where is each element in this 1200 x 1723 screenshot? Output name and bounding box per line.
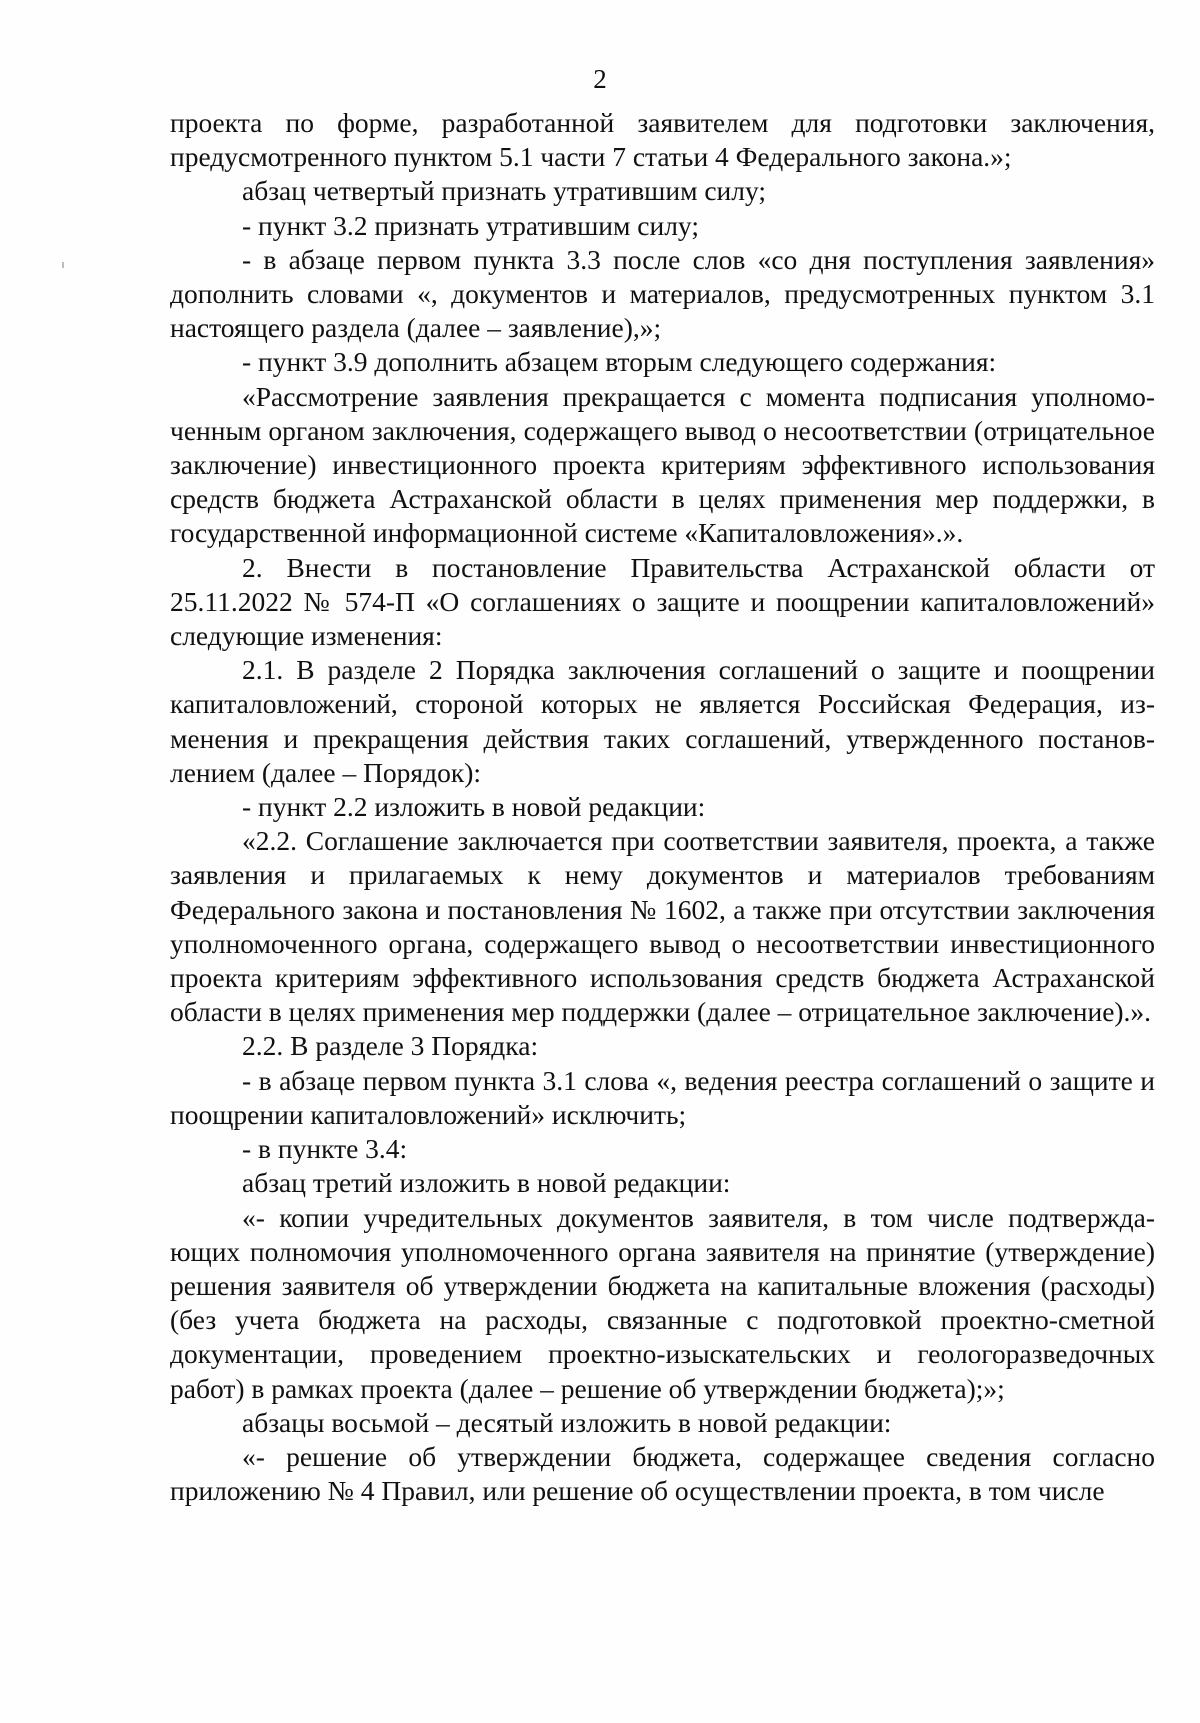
- paragraph: «2.2. Соглашение заключается при соответствии заявителя, проекта, а также заявления и прилагаемых к нему документов и материалов требованиям Федерального закона и постановления № 1602, а также при отсутствии заключения уполномоченного органа, содержащего вывод о несоответствии инвестиционного проекта критериям эффективного использования средств бюджета Астраханской области в целях применения мер поддержки (далее – отрицательное заключение).».: [170, 825, 1155, 1028]
- paragraph: - пункт 3.2 признать утратившим силу;: [242, 209, 699, 241]
- page-number: 2: [593, 64, 607, 94]
- scan-artifact-mark: [62, 262, 64, 268]
- paragraph: 2.1. В разделе 2 Порядка заключения соглашений о защите и поощрении капиталовложений, стороной которых не является Российская Федерация, изменения и прекращения действия таких соглашений, утвержденного постановлением (далее – Порядок):: [170, 654, 1155, 788]
- paragraph: - в абзаце первом пункта 3.3 после слов «со дня поступления заявления» дополнить словами «, документов и материалов, предусмотренных пунктом 3.1 настоящего раздела (далее – заявление),»;: [170, 243, 1155, 344]
- paragraph: - пункт 3.9 дополнить абзацем вторым следующего содержания:: [242, 346, 997, 378]
- paragraph: «- копии учредительных документов заявителя, в том числе подтверждающих полномочия уполномоченного органа заявителя на принятие (утверждение) решения заявителя об утверждении бюджета на капитальные вложения (расходы) (без учета бюджета на расходы, связанные с подготовкой проектно-сметной документации, проведением проектно-изыскательских и геологоразведочных работ) в рамках проекта (далее – решение об утверждении бюджета);»;: [170, 1201, 1155, 1404]
- paragraph: - в абзаце первом пункта 3.1 слова «, ведения реестра соглашений о защите и поощрении капиталовложений» исключить;: [170, 1064, 1155, 1130]
- paragraph: 2. Внести в постановление Правительства Астраханской области от 25.11.2022 № 574-П «О соглашениях о защите и поощрении капиталовложений» следующие изменения:: [170, 551, 1155, 652]
- paragraph: «Рассмотрение заявления прекращается с момента подписания уполномоченным органом заключения, содержащего вывод о несоответствии (отрицательное заключение) инвестиционного проекта критериям эффективного использования средств бюджета Астраханской области в целях применения мер поддержки, в государственной информационной системе «Капиталовложения».».: [170, 380, 1155, 549]
- paragraph: проекта по форме, разработанной заявителем для подготовки заключения, предусмотренного пунктом 5.1 части 7 статьи 4 Федерального закона.»;: [170, 107, 1155, 173]
- paragraph: - пункт 2.2 изложить в новой редакции:: [242, 791, 706, 823]
- paragraph: абзац четвертый признать утратившим силу;: [242, 175, 767, 207]
- paragraph: абзацы восьмой – десятый изложить в новой редакции:: [242, 1406, 892, 1438]
- paragraph: - в пункте 3.4:: [242, 1133, 408, 1165]
- paragraph: 2.2. В разделе 3 Порядка:: [242, 1030, 539, 1062]
- document-body: [170, 106, 1155, 1508]
- paragraph: «- решение об утверждении бюджета, содержащее сведения согласно приложению № 4 Правил, или решение об осуществлении проекта, в том числе: [170, 1440, 1155, 1507]
- paragraph: абзац третий изложить в новой редакции:: [242, 1167, 731, 1199]
